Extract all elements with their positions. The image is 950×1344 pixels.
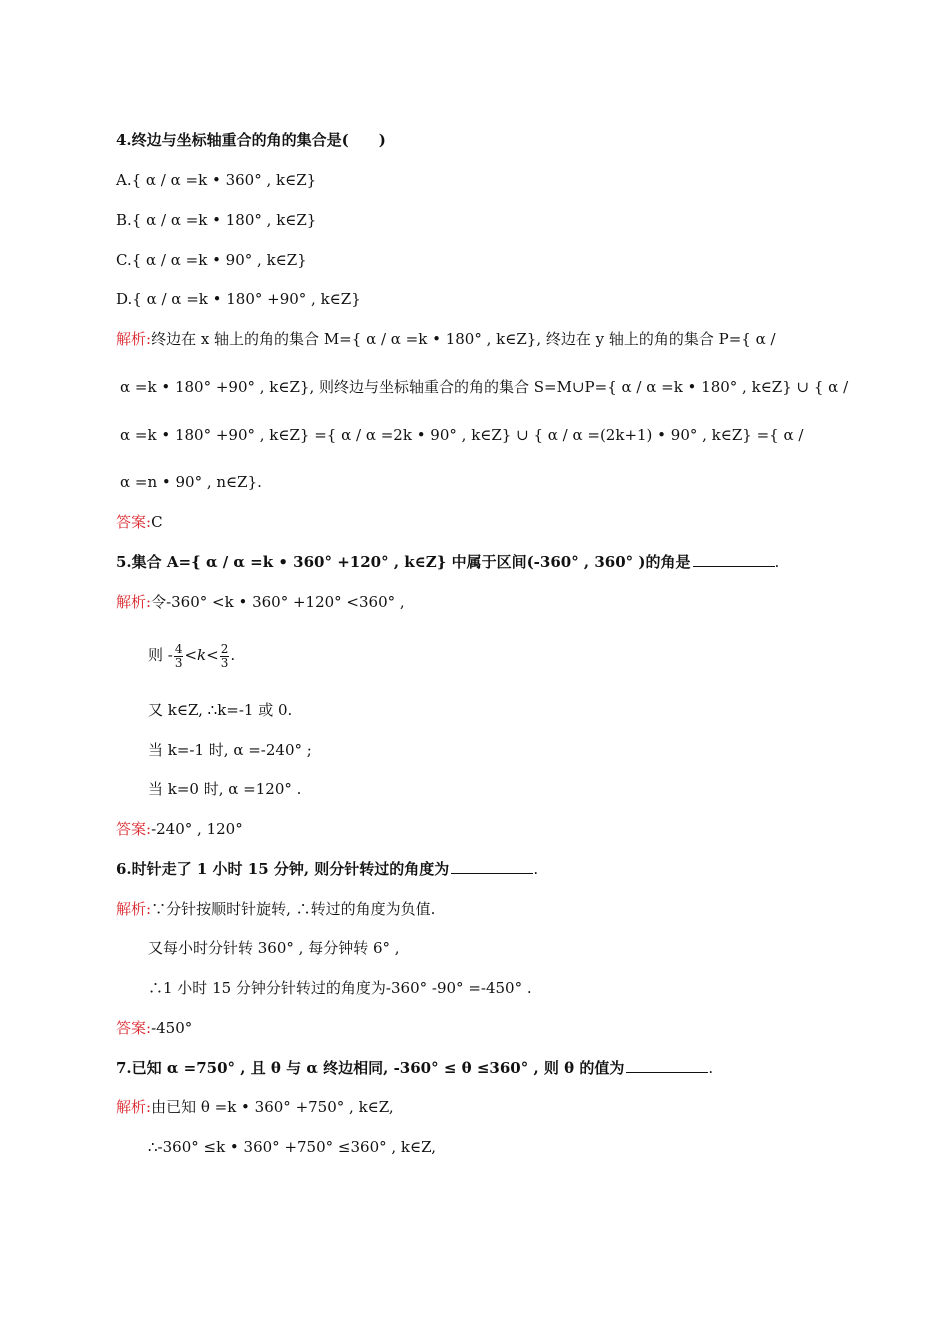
q4-option-a: A.{ α / α =k • 360° , k∈Z} — [116, 171, 317, 189]
q7-analysis-line-1 — [116, 1097, 394, 1117]
q5-step-2: 当 k=-1 时, α =-240° ; — [148, 741, 312, 759]
fraction-2-3 — [220, 643, 230, 670]
answer-blank[interactable] — [451, 859, 533, 874]
answer-label: 答案: — [116, 820, 152, 838]
frac-suffix: . — [230, 646, 236, 664]
q6-stem-end: . — [533, 860, 539, 878]
analysis-label: 解析: — [116, 1098, 152, 1116]
answer-value: -240° , 120° — [151, 820, 243, 838]
q6-stem: 6.时针走了 1 小时 15 分钟, 则分针转过的角度为 — [116, 860, 450, 878]
answer-label: 答案: — [116, 513, 152, 531]
q5-fraction-row — [148, 640, 235, 670]
q7-step-1: ∴-360° ≤k • 360° +750° ≤360° , k∈Z, — [148, 1138, 437, 1156]
answer-label: 答案: — [116, 1019, 152, 1037]
frac-numerator: 2 — [220, 641, 229, 656]
q6-analysis-line-1 — [116, 899, 435, 919]
fraction-4-3 — [174, 643, 184, 670]
answer-value: -450° — [151, 1019, 193, 1037]
q4-option-b: B.{ α / α =k • 180° , k∈Z} — [116, 211, 317, 229]
q7-stem: 7.已知 α =750° , 且 θ 与 α 终边相同, -360° ≤ θ ≤360° , 则 θ 的值为 — [116, 1059, 625, 1077]
answer-blank[interactable] — [626, 1058, 708, 1073]
q7-stem-end: . — [708, 1059, 714, 1077]
q4-stem: 4.终边与坐标轴重合的角的集合是( ) — [116, 131, 386, 149]
answer-blank[interactable] — [693, 552, 775, 567]
q4-analysis-line-2: α =k • 180° +90° , k∈Z}, 则终边与坐标轴重合的角的集合 S=M∪P={ α / α =k • 180° , k∈Z} ∪ { α / — [120, 378, 849, 396]
frac-prefix: 则 - — [148, 646, 173, 664]
q4-option-d: D.{ α / α =k • 180° +90° , k∈Z} — [116, 290, 361, 308]
q5-step-1: 又 k∈Z, ∴k=-1 或 0. — [148, 701, 293, 719]
q6-step-2: ∴1 小时 15 分钟分针转过的角度为-360° -90° =-450° . — [148, 979, 532, 997]
analysis-label: 解析: — [116, 900, 152, 918]
q4-option-c: C.{ α / α =k • 90° , k∈Z} — [116, 251, 307, 269]
q4-answer — [116, 512, 163, 532]
analysis-label: 解析: — [116, 330, 152, 348]
analysis-text: 由已知 θ =k • 360° +750° , k∈Z, — [151, 1098, 394, 1116]
answer-value: C — [151, 513, 163, 531]
analysis-text: ∵分针按顺时针旋转, ∴转过的角度为负值. — [151, 900, 436, 918]
q5-step-3: 当 k=0 时, α =120° . — [148, 780, 302, 798]
q5-stem: 5.集合 A={ α / α =k • 360° +120° , k∈Z} 中属于区间(-360° , 360° )的角是 — [116, 553, 691, 571]
q4-analysis-line-1 — [116, 329, 776, 349]
analysis-text: 终边在 x 轴上的角的集合 M={ α / α =k • 180° , k∈Z}, 终边在 y 轴上的角的集合 P={ α / — [151, 330, 776, 348]
q6-answer — [116, 1018, 192, 1038]
frac-denominator: 3 — [220, 655, 229, 670]
q4-analysis-line-4: α =n • 90° , n∈Z}. — [120, 473, 262, 491]
q4-analysis-line-3: α =k • 180° +90° , k∈Z} ={ α / α =2k • 90° , k∈Z} ∪ { α / α =(2k+1) • 90° , k∈Z} ={ α / — [120, 426, 804, 444]
q5-stem-end: . — [774, 553, 780, 571]
q6-stem-row — [116, 859, 538, 879]
frac-denominator: 3 — [174, 655, 183, 670]
analysis-label: 解析: — [116, 593, 152, 611]
q6-step-1: 又每小时分针转 360° , 每分钟转 6° , — [148, 939, 400, 957]
q5-stem-row — [116, 552, 779, 572]
frac-mid: <k< — [184, 646, 219, 664]
q5-answer — [116, 819, 243, 839]
frac-numerator: 4 — [174, 641, 183, 656]
q7-stem-row — [116, 1058, 713, 1078]
q5-analysis-line-1 — [116, 592, 405, 612]
analysis-text: 令-360° <k • 360° +120° <360° , — [151, 593, 405, 611]
